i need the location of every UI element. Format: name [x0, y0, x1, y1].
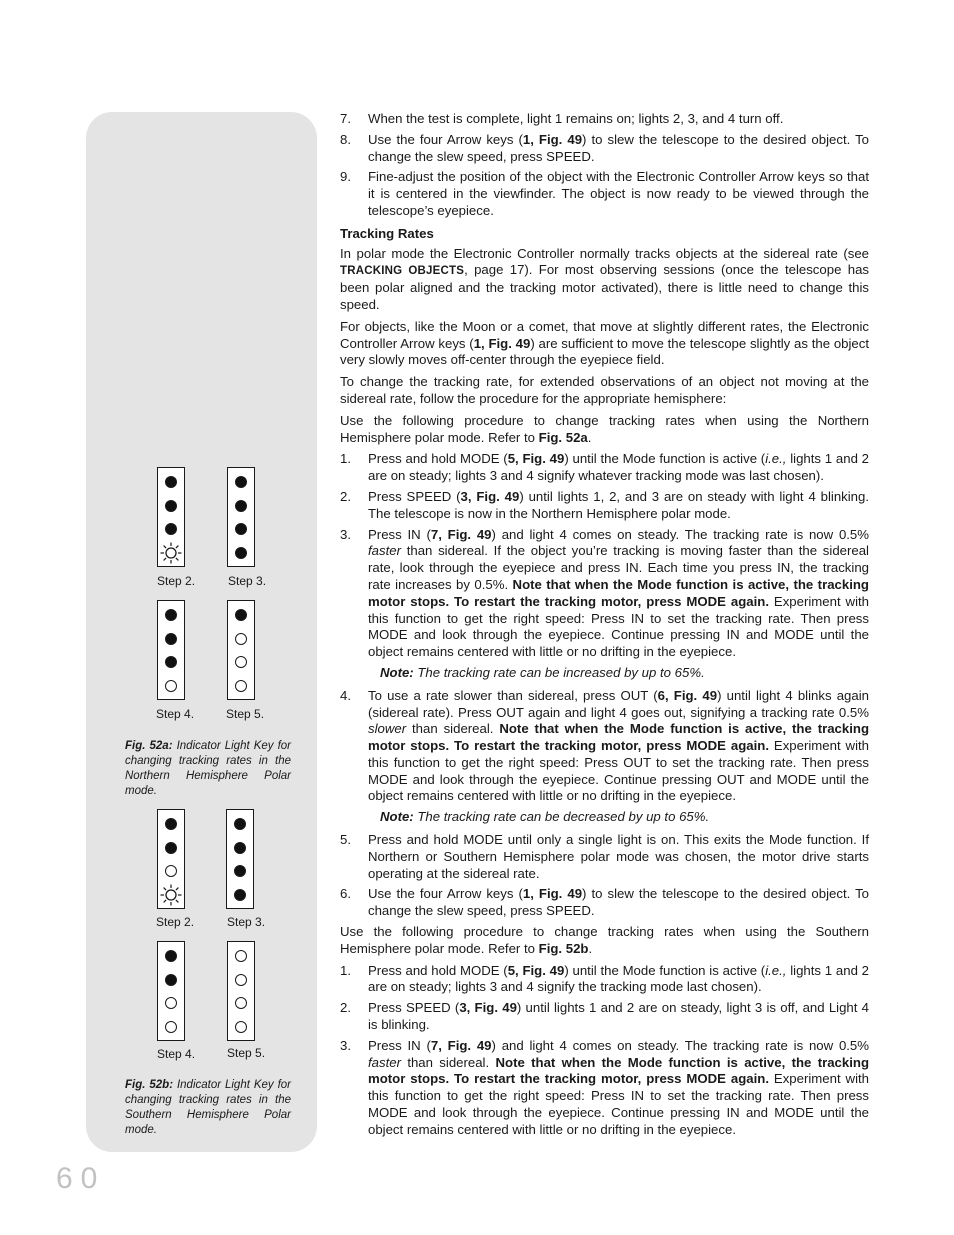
fig52a-step5-label: Step 5.	[226, 707, 265, 721]
light-off-icon	[235, 633, 247, 645]
text-run: Use the four Arrow keys (	[368, 886, 523, 902]
text-run: ) until the Mode function is active (	[564, 962, 766, 978]
text-run: Use the four Arrow keys (	[368, 131, 523, 147]
light-off-icon	[165, 997, 177, 1009]
list-item	[340, 886, 869, 920]
text-run: ) to slew the telescope to the desired object. To change the slew speed, press SPEED.	[368, 131, 869, 164]
list-item	[340, 1000, 869, 1034]
light-on-icon	[235, 500, 247, 512]
blinking-light-icon	[160, 884, 182, 906]
list-item	[340, 1038, 869, 1139]
list-item-number: 5.	[340, 832, 351, 848]
fig52b-step3-label: Step 3.	[227, 915, 266, 929]
list-item-number: 1.	[340, 451, 351, 467]
text-run: Use the following procedure to change tracking rates when using the Northern Hemisphere polar mode. Refer to	[340, 412, 869, 445]
text-run: Press and hold MODE (	[368, 962, 508, 978]
list-item	[340, 451, 869, 485]
text-run: To use a rate slower than sidereal, press OUT (	[368, 687, 658, 703]
list-item	[340, 832, 869, 882]
light-off-icon	[235, 1021, 247, 1033]
bold-text: 5, Fig. 49	[507, 962, 565, 978]
bold-text: Note that when the Mode function is active, the tracking motor stops. To restart the tracking motor, press MODE again.	[368, 1054, 869, 1087]
page-number: 60	[56, 1162, 106, 1195]
light-on-icon	[235, 547, 247, 559]
text-run: Experiment with this function to get the right speed: Press IN to set the tracking rate. Then press MODE and look through the eyepiece. Continue pressing IN and MODE until the object remains centered with little or no drifting in the eyepiece.	[368, 593, 869, 660]
text-run: ) are sufficient to move the telescope slightly as the object very slowly moves off-center through the eyepiece field.	[340, 335, 870, 368]
fig52a-caption	[125, 739, 291, 799]
bold-text: 1, Fig. 49	[473, 335, 531, 351]
fig52a-caption-label: Fig. 52a	[125, 740, 169, 752]
body-paragraph	[340, 319, 869, 369]
list-item-number: 2.	[340, 1000, 351, 1016]
text-run: ) to slew the telescope to the desired object. To change the slew speed, press SPEED.	[368, 886, 869, 919]
bold-text: 5, Fig. 49	[507, 451, 565, 467]
fig52b-step5-light-strip	[227, 941, 255, 1041]
light-on-icon	[234, 842, 246, 854]
text-run: ) until lights 1, 2, and 3 are on steady with light 4 blinking. The telescope is now in the Northern Hemisphere polar mode.	[368, 488, 870, 521]
body-paragraph	[340, 374, 869, 408]
italic-text: faster	[368, 543, 401, 559]
light-on-icon	[234, 889, 246, 901]
list-item	[340, 111, 869, 128]
text-run: ) until lights 1 and 2 are on steady, light 3 is off, and Light 4 is blinking.	[368, 1000, 870, 1033]
fig52b-caption-colon: :	[169, 1079, 174, 1091]
italic-text: i.e.,	[765, 451, 787, 467]
light-on-icon	[165, 609, 177, 621]
fig52b-step2-label: Step 2.	[156, 915, 195, 929]
italic-text: slower	[368, 721, 407, 737]
light-on-icon	[235, 523, 247, 535]
body-paragraph	[340, 924, 869, 958]
bold-text: 3, Fig. 49	[460, 488, 520, 504]
fig52a-step2-label: Step 2.	[157, 574, 196, 588]
text-run: than sidereal. If the object you’re tracking is moving faster than the sidereal rate, look through the eyepiece and press IN. Each time you press IN, the tracking rate increases by 0.5%.	[368, 543, 869, 592]
text-run: than sidereal.	[400, 1054, 496, 1070]
light-on-icon	[235, 476, 247, 488]
text-run: In polar mode the Electronic Controller normally tracks objects at the sidereal rate (see	[340, 245, 869, 261]
light-on-icon	[234, 865, 246, 877]
fig52b-step2-light-strip	[157, 809, 185, 909]
text-run: The tracking rate can be decreased by up to 65%.	[413, 809, 710, 825]
fig52a-caption-text: Indicator Light Key for changing tracking rates in the Northern Hemisphere Polar mode.	[125, 740, 292, 797]
fig52b-caption-text: Indicator Light Key for changing tracking rates in the Southern Hemisphere Polar mode.	[125, 1079, 292, 1136]
list-item-number: 3.	[340, 1037, 351, 1053]
fig52a-step3-label: Step 3.	[228, 574, 267, 588]
note	[340, 665, 869, 682]
text-run: Press IN (	[368, 1037, 431, 1053]
blinking-light-icon	[160, 542, 182, 564]
light-on-icon	[165, 523, 177, 535]
fig52a-step4-label: Step 4.	[156, 707, 195, 721]
light-off-icon	[165, 865, 177, 877]
note	[340, 809, 869, 826]
text-run: ) and light 4 comes on steady. The tracking rate is now 0.5%	[491, 526, 869, 542]
text-run: Press IN (	[368, 526, 431, 542]
fig52b-caption	[125, 1078, 291, 1138]
light-on-icon	[234, 818, 246, 830]
bold-text: Note that when the Mode function is active, the tracking motor stops. To restart the tracking motor, press MODE again.	[368, 721, 869, 754]
text-run: lights 1 and 2 are on steady; lights 3 and 4 signify whatever tracking mode was last chosen).	[368, 451, 870, 484]
fig52b-caption-label: Fig. 52b	[125, 1079, 170, 1091]
bold-text: Fig. 52b	[538, 940, 589, 956]
body-paragraph	[340, 246, 869, 314]
text-run: When the test is complete, light 1 remains on; lights 2, 3, and 4 turn off.	[368, 111, 784, 126]
fig52b-step3-light-strip	[226, 809, 254, 909]
list-item	[340, 688, 869, 806]
list-item	[340, 963, 869, 997]
light-off-icon	[235, 656, 247, 668]
fig52a-step3-light-strip	[227, 467, 255, 567]
light-on-icon	[165, 656, 177, 668]
section-heading: Tracking Rates	[340, 225, 434, 241]
light-on-icon	[165, 633, 177, 645]
fig52b-step4-label: Step 4.	[157, 1047, 196, 1061]
light-on-icon	[165, 842, 177, 854]
fig52a-caption-colon: :	[168, 740, 173, 752]
text-run: Press SPEED (	[368, 488, 461, 504]
list-item-number: 9.	[340, 169, 351, 185]
list-item-number: 2.	[340, 488, 351, 504]
step-list	[340, 688, 869, 806]
list-item-number: 3.	[340, 526, 351, 542]
bold-text: Note:	[380, 809, 414, 825]
light-off-icon	[235, 950, 247, 962]
main-text-column	[340, 111, 869, 1143]
text-run: Experiment with this function to get the right speed: Press IN to set the tracking rate. Then press MODE and look through the eyepiece. Continue pressing IN and MODE until the object remains centered with little or no drifting in the eyepiece.	[368, 1071, 869, 1137]
text-run: ) until the Mode function is active (	[564, 451, 766, 467]
step-list	[340, 451, 869, 661]
fig52a-step2-light-strip	[157, 467, 185, 567]
text-run: TRACKING OBJECTS	[340, 265, 465, 278]
bold-text: Note:	[380, 664, 414, 680]
light-off-icon	[235, 997, 247, 1009]
list-item	[340, 132, 869, 166]
text-run: Press and hold MODE (	[368, 451, 508, 467]
fig52a-step4-light-strip	[157, 600, 185, 700]
fig52b-step4-light-strip	[157, 941, 185, 1041]
light-on-icon	[165, 974, 177, 986]
figure-sidebar	[86, 112, 317, 1152]
text-run: .	[587, 429, 592, 445]
list-item	[340, 527, 869, 661]
bold-text: 7, Fig. 49	[430, 1037, 492, 1053]
italic-text: i.e.,	[765, 962, 787, 978]
light-on-icon	[165, 500, 177, 512]
text-run: , page 17). For most observing sessions (once the telescope has been polar aligned and the tracking motor activated), there is little need to change this speed.	[340, 262, 869, 312]
text-run: Press SPEED (	[368, 1000, 460, 1016]
list-item-number: 6.	[340, 886, 351, 902]
text-run: Press and hold MODE until only a single light is on. This exits the Mode function. If Northern or Southern Hemisphere polar mode was chosen, the motor drive starts operating at the sidereal rate.	[368, 832, 869, 881]
text-run: To change the tracking rate, for extended observations of an object not moving at the sidereal rate, follow the procedure for the appropriate hemisphere:	[340, 374, 869, 406]
list-item	[340, 169, 869, 219]
text-run: ) until light 4 blinks again (sidereal rate). Press OUT again and light 4 goes out, signifying a tracking rate 0.5%	[368, 687, 869, 720]
list-item	[340, 489, 869, 523]
bold-text: 7, Fig. 49	[430, 526, 492, 542]
text-run: lights 1 and 2 are on steady; lights 3 and 4 signify the tracking mode last chosen).	[368, 962, 870, 995]
list-item-number: 8.	[340, 131, 351, 147]
light-on-icon	[165, 476, 177, 488]
italic-text: faster	[368, 1054, 401, 1070]
light-off-icon	[235, 680, 247, 692]
list-item-number: 4.	[340, 687, 351, 703]
text-run: ) and light 4 comes on steady. The tracking rate is now 0.5%	[491, 1037, 869, 1053]
light-on-icon	[165, 950, 177, 962]
bold-text: 1, Fig. 49	[522, 131, 583, 147]
fig52a-step5-light-strip	[227, 600, 255, 700]
step-list	[340, 832, 869, 920]
text-run: Use the following procedure to change tracking rates when using the Southern Hemisphere polar mode. Refer to	[340, 924, 869, 956]
list-item-number: 7.	[340, 111, 351, 126]
light-off-icon	[165, 1021, 177, 1033]
text-run: For objects, like the Moon or a comet, that move at slightly different rates, the Electronic Controller Arrow keys (	[340, 318, 869, 351]
fig52b-step5-label: Step 5.	[227, 1046, 266, 1060]
bold-text: Note that when the Mode function is active, the tracking motor stops. To restart the tracking motor, press MODE again.	[368, 576, 869, 609]
text-run: Fine-adjust the position of the object with the Electronic Controller Arrow keys so that it is centered in the viewfinder. The object is now ready to be viewed through the telescope’s eyepiece.	[368, 169, 869, 218]
bold-text: 3, Fig. 49	[459, 1000, 517, 1016]
light-on-icon	[235, 609, 247, 621]
text-run: than sidereal.	[406, 721, 500, 737]
light-off-icon	[165, 680, 177, 692]
body-paragraph	[340, 413, 869, 447]
light-off-icon	[235, 974, 247, 986]
text-run: .	[588, 940, 593, 956]
step-list	[340, 963, 869, 1139]
bold-text: Fig. 52a	[538, 429, 588, 445]
bold-text: 6, Fig. 49	[657, 687, 718, 703]
step-list	[340, 111, 869, 220]
text-run: The tracking rate can be increased by up to 65%.	[413, 664, 705, 680]
bold-text: 1, Fig. 49	[522, 886, 583, 902]
list-item-number: 1.	[340, 962, 351, 978]
light-on-icon	[165, 818, 177, 830]
text-run: Experiment with this function to get the right speed: Press OUT to set the tracking rate. Then press MODE and look through the eyepiece. Continue pressing OUT and MODE until the object remains centered with little or no drifting in the eyepiece.	[368, 738, 869, 804]
